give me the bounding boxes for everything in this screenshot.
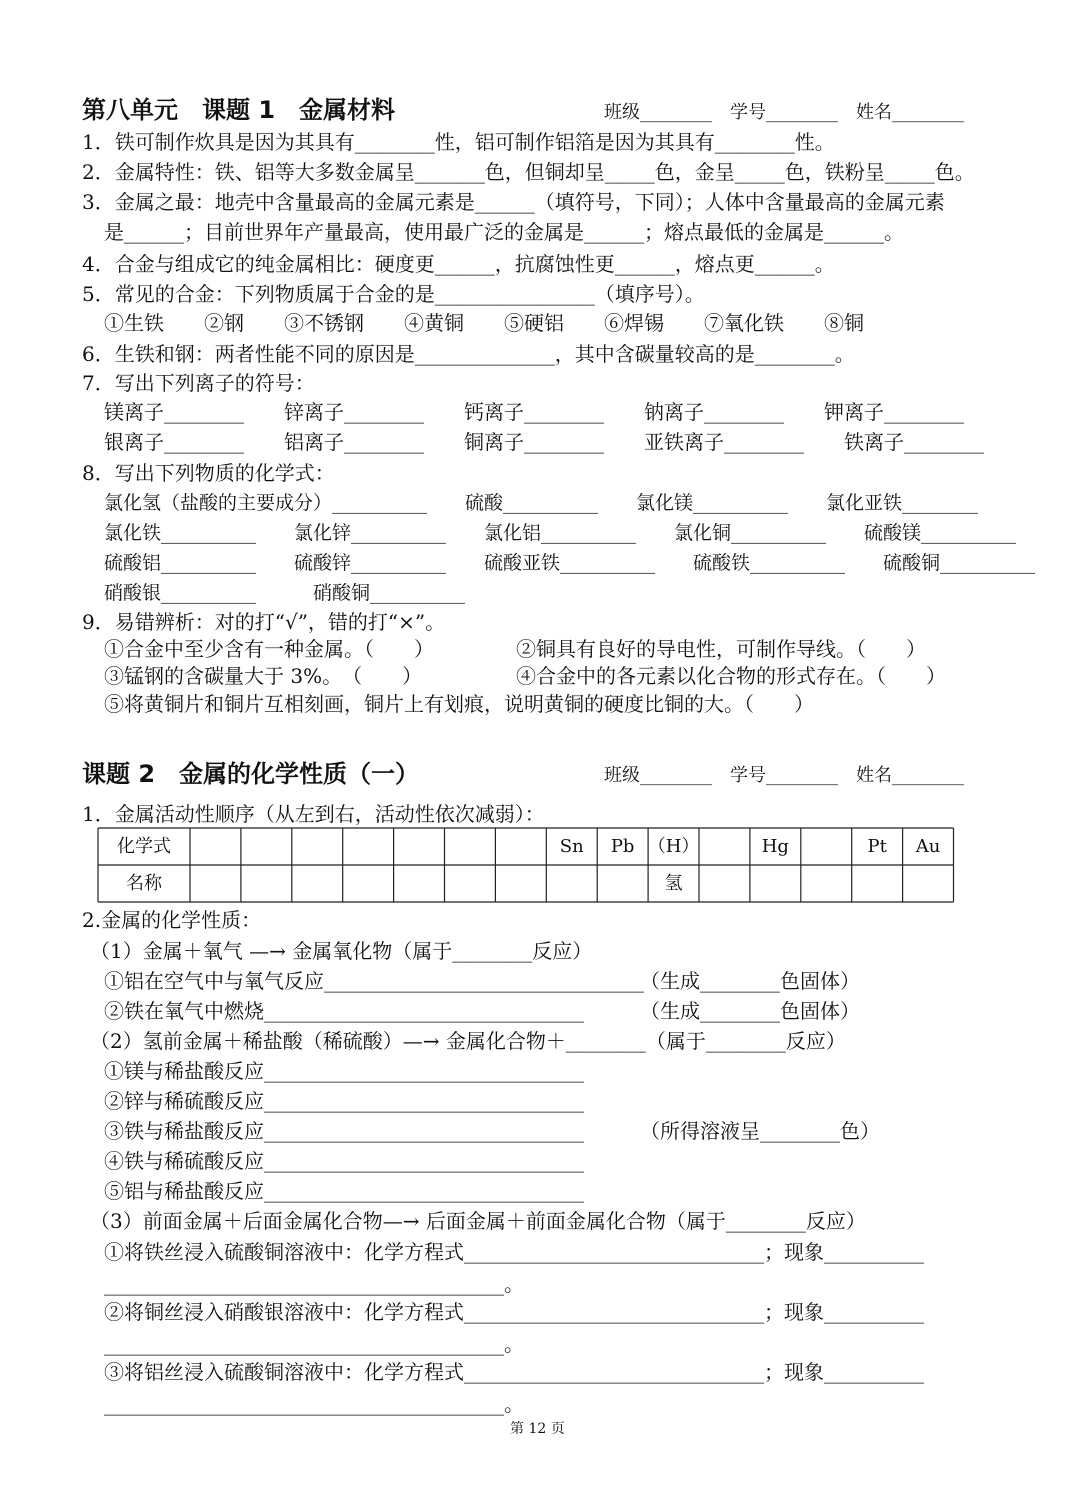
formula-row: 氯化铁__________ 氯化锌__________ 氯化铝__________ 氯化铜__________ 硫酸镁__________	[104, 522, 1017, 544]
options-line: ①生铁 ②钢 ③不锈钢 ④黄铜 ⑤硬铝 ⑥焊锡 ⑦氧化铁 ⑧铜	[104, 311, 864, 335]
table-row-label: 名称	[126, 872, 162, 894]
question-line: 2．金属特性：铁、铝等大多数金属呈_______色，但铜却呈_____色，金呈_____色，铁粉呈_____色。	[82, 160, 975, 184]
page-number: 第 12 页	[510, 1421, 565, 1437]
ion-row: 银离子________ 铝离子________ 铜离子________ 亚铁离子________ 铁离子________	[104, 430, 984, 454]
reaction-line: ①铝在空气中与氧气反应________________________________	[104, 969, 644, 993]
answer-blank: ________________________________________。	[104, 1392, 524, 1416]
reaction-line: ⑤铝与稀盐酸反应________________________________	[104, 1179, 584, 1203]
question-line: 3．金属之最：地壳中含量最高的金属元素是______（填符号，下同）；人体中含量最高的金属元素	[82, 190, 945, 214]
table-cell-formula: Pb	[610, 835, 635, 857]
question-line: 1．铁可制作炊具是因为其具有________性，铝可制作铝箔是因为其具有________性。	[82, 130, 835, 154]
question-line: 8．写出下列物质的化学式：	[82, 461, 335, 485]
table-cell-formula: Hg	[761, 835, 789, 857]
table-cell-formula: （H）	[647, 835, 700, 857]
subquestion-line: （3）前面金属＋后面金属化合物—→ 后面金属＋前面金属化合物（属于________反应）	[90, 1209, 866, 1233]
subquestion-line: （1）金属＋氧气 —→ 金属氧化物（属于________反应）	[90, 939, 593, 963]
judge-item: ④合金中的各元素以化合物的形式存在。（ ）	[516, 664, 946, 688]
table-cell-formula: Sn	[559, 835, 584, 857]
answer-blank: ________________________________________。	[104, 1272, 524, 1296]
formula-row: 氯化氢（盐酸的主要成分）__________ 硫酸__________ 氯化镁__________ 氯化亚铁________	[104, 492, 979, 514]
table-cell-name: 氢	[664, 872, 683, 894]
reaction-line: ③将铝丝浸入硫酸铜溶液中：化学方程式______________________________；现象__________	[104, 1360, 924, 1384]
answer-blank: ________________________________________。	[104, 1332, 524, 1356]
section2-title: 课题 2 金属的化学性质（一）	[82, 760, 420, 788]
formula-row: 硫酸铝__________ 硫酸锌__________ 硫酸亚铁__________ 硫酸铁__________ 硫酸铜__________	[104, 552, 1036, 574]
table-cell-formula: Pt	[867, 835, 887, 857]
question-line: 1．金属活动性顺序（从左到右，活动性依次减弱）：	[82, 802, 545, 826]
question-line: 4．合金与组成它的纯金属相比：硬度更______，抗腐蚀性更______，熔点更______。	[82, 252, 835, 276]
judge-item: ⑤将黄铜片和铜片互相刻画，铜片上有划痕，说明黄铜的硬度比铜的大。（ ）	[104, 692, 814, 716]
reaction-note: （生成________色固体）	[640, 999, 860, 1023]
reaction-line: ①镁与稀盐酸反应________________________________	[104, 1059, 584, 1083]
question-line: 9．易错辨析：对的打“√”，错的打“×”。	[82, 610, 446, 634]
section2-header-fields: 班级________ 学号________ 姓名________	[604, 765, 964, 786]
question-line: 是______；目前世界年产量最高，使用最广泛的金属是______；熔点最低的金属是______。	[104, 220, 904, 244]
reaction-note: （所得溶液呈________色）	[640, 1119, 880, 1143]
table-row-label: 化学式	[117, 835, 171, 857]
reaction-line: ④铁与稀硫酸反应________________________________	[104, 1149, 584, 1173]
question-line: 5．常见的合金：下列物质属于合金的是________________（填序号）。	[82, 282, 705, 306]
reaction-line: ①将铁丝浸入硫酸铜溶液中：化学方程式______________________________；现象__________	[104, 1240, 924, 1264]
reaction-line: ②将铜丝浸入硝酸银溶液中：化学方程式______________________________；现象__________	[104, 1300, 924, 1324]
judge-item: ③锰钢的含碳量大于 3%。 （ ）	[104, 664, 423, 688]
judge-item: ①合金中至少含有一种金属。（ ）	[104, 637, 434, 661]
reaction-line: ②铁在氧气中燃烧________________________________	[104, 999, 584, 1023]
ion-row: 镁离子________ 锌离子________ 钙离子________ 钠离子________ 钾离子________	[104, 400, 964, 424]
reaction-line: ②锌与稀硫酸反应________________________________	[104, 1089, 584, 1113]
formula-row: 硝酸银__________ 硝酸铜__________	[104, 582, 466, 604]
judge-item: ②铜具有良好的导电性，可制作导线。（ ）	[516, 637, 926, 661]
section1-header-fields: 班级________ 学号________ 姓名________	[604, 102, 964, 123]
question-line: 6．生铁和钢：两者性能不同的原因是______________，其中含碳量较高的是________。	[82, 342, 855, 366]
reaction-line: ③铁与稀盐酸反应________________________________	[104, 1119, 584, 1143]
subquestion-line: （2）氢前金属＋稀盐酸（稀硫酸）—→ 金属化合物＋________（属于________反应）	[90, 1029, 846, 1053]
table-cell-formula: Au	[915, 835, 941, 857]
section1-title: 第八单元 课题 1 金属材料	[82, 96, 396, 124]
reaction-note: （生成________色固体）	[640, 969, 860, 993]
question-line: 2.金属的化学性质：	[82, 908, 262, 932]
question-line: 7．写出下列离子的符号：	[82, 371, 315, 395]
